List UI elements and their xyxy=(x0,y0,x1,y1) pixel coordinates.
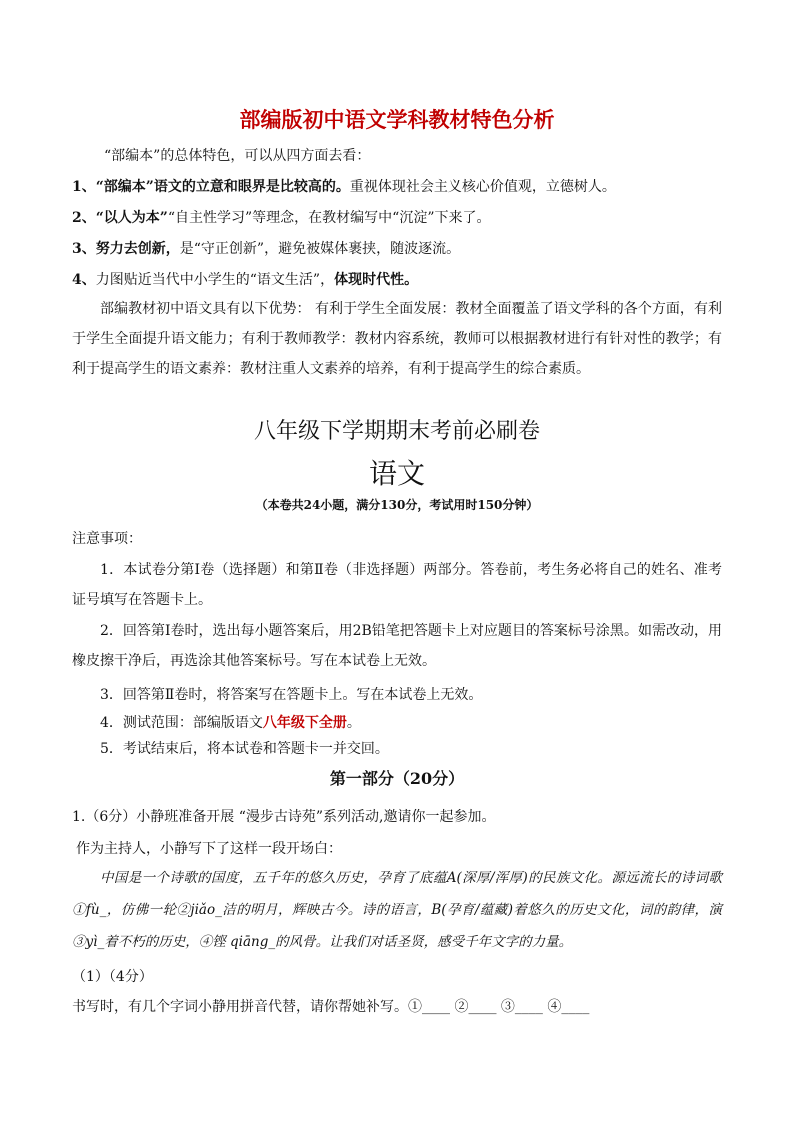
point-3-bold: 3、努力去创新， xyxy=(72,241,180,257)
point-1-rest: 重视体现社会主义核心价值观，立德树人。 xyxy=(349,179,616,195)
question-1-host: 作为主持人，小静写下了这样一段开场白： xyxy=(76,841,342,857)
intro-point-4 xyxy=(72,269,722,289)
point-2-rest: “自主性学习”等理念，在教材编写中“沉淀”下来了。 xyxy=(167,210,491,226)
point-2-bold: 2、“以人为本” xyxy=(72,210,168,226)
note-4-suffix: 。 xyxy=(346,715,361,731)
point-4-tail: 体现时代性。 xyxy=(334,272,419,288)
sub-question-1-label: （1）（4分） xyxy=(72,969,153,985)
question-1-intro: 1.（6分）小静班准备开展 “漫步古诗苑”系列活动,邀请你一起参加。 xyxy=(72,809,496,825)
point-4-rest: 力图贴近当代中小学生的“语文生活”， xyxy=(95,272,335,288)
note-item-4 xyxy=(100,712,750,732)
note-item-3: 3．回答第Ⅱ卷时，将答案写在答题卡上。写在本试卷上无效。 xyxy=(100,687,483,703)
exam-info: （本卷共24小题，满分130分，考试用时150分钟） xyxy=(255,498,539,512)
note-item-2: 2．回答第Ⅰ卷时，选出每小题答案后，用2B铅笔把答题卡上对应题目的答案标号涂黑。如需改动，用橡皮擦干净后，再选涂其他答案标号。写在本试卷上无效。 xyxy=(72,623,722,669)
sub-question-1-text: 书写时，有几个字词小静用拼音代替，请你帮她补写。①____ ②____ ③____ ④____ xyxy=(72,999,590,1015)
analysis-title: 部编版初中语文学科教材特色分析 xyxy=(239,107,555,132)
advantages-paragraph: 部编教材初中语文具有以下优势： 有利于学生全面发展：教材全面覆盖了语文学科的各个方面，有利于学生全面提升语文能力；有利于教师教学：教材内容系统，教师可以根据教材进行有针对性的教学；有利于提高学生的语文素养：教材注重人文素养的培养，有利于提高学生的综合素质。 xyxy=(72,301,722,377)
note-item-5: 5．考试结束后，将本试卷和答题卡一并交回。 xyxy=(100,741,389,757)
note-4-highlight: 八年级下全册 xyxy=(262,715,347,731)
intro-point-3 xyxy=(72,238,722,258)
intro-point-1 xyxy=(72,176,722,196)
exam-title: 八年级下学期期末考前必刷卷 xyxy=(253,419,540,444)
opening-passage: 中国是一个诗歌的国度，五千年的悠久历史，孕育了底蕴A(深厚/浑厚)的民族文化。源远流长的诗词歌①fù_，仿佛一轮②jiǎo_洁的明月，辉映古今。诗的语言，B(孕育/蕴藏)着悠久的历史文化，词的韵律，演③yì_着不朽的历史，④铿 qiāng_的风骨。让我们对话圣贤，感受千年文字的力量。 xyxy=(72,870,722,950)
point-1-bold: 1、“部编本”语文的立意和眼界是比较高的。 xyxy=(72,179,350,195)
intro-point-2 xyxy=(72,207,722,227)
intro-lead: “部编本”的总体特色，可以从四方面去看： xyxy=(104,148,371,164)
note-4-prefix: 4．测试范围：部编版语文 xyxy=(100,715,263,731)
point-4-bold: 4、 xyxy=(72,272,96,288)
part1-heading: 第一部分（20分） xyxy=(329,769,465,788)
note-item-1: 1．本试卷分第Ⅰ卷（选择题）和第Ⅱ卷（非选择题）两部分。答卷前，考生务必将自己的姓名、准考证号填写在答题卡上。 xyxy=(72,562,722,608)
exam-subject: 语文 xyxy=(368,457,425,490)
notes-heading: 注意事项： xyxy=(72,531,142,547)
point-3-rest: 是“守正创新”，避免被媒体裹挟，随波逐流。 xyxy=(179,241,461,257)
